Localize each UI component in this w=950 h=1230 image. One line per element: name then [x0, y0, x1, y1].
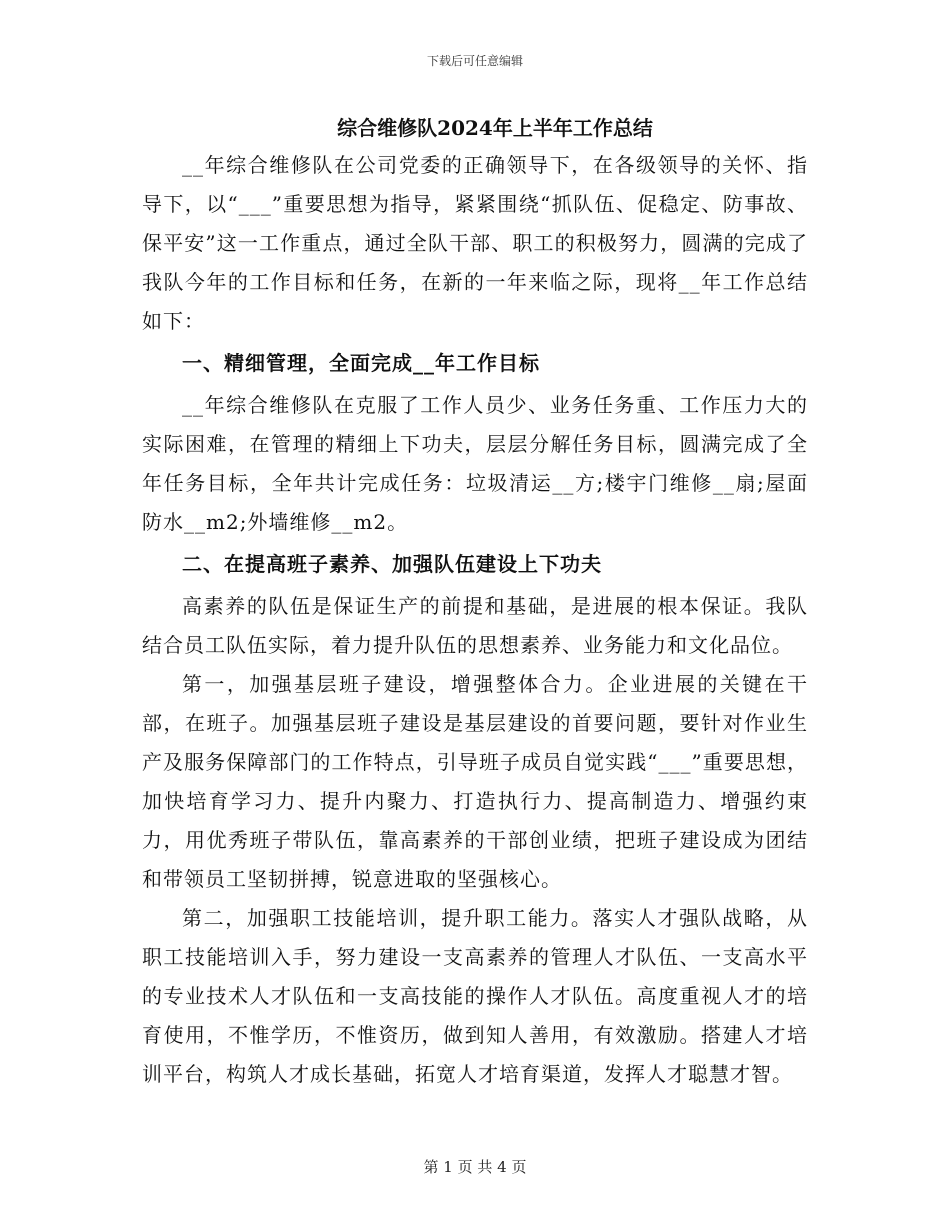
section-1-heading: 一、精细管理，全面完成__年工作目标: [182, 351, 540, 375]
section-1-paragraph: __年综合维修队在克服了工作人员少、业务任务重、工作压力大的实际困难，在管理的精细上下功夫，层层分解任务目标，圆满完成了全年任务目标，全年共计完成任务：垃圾清运__方;楼宇门维修__扇;屋面防水__m2;外墙维修__m2。: [142, 393, 808, 534]
section-2-heading: 二、在提高班子素养、加强队伍建设上下功夫: [182, 552, 602, 576]
point-1-paragraph: 第一，加强基层班子建设，增强整体合力。企业进展的关键在干部，在班子。加强基层班子建设是基层建设的首要问题，要针对作业生产及服务保障部门的工作特点，引导班子成员自觉实践“___”重要思想，加快培育学习力、提升内聚力、打造执行力、提高制造力、增强约束力，用优秀班子带队伍，靠高素养的干部创业绩，把班子建设成为团结和带领员工坚韧拼搏，锐意进取的坚强核心。: [142, 672, 808, 891]
header-note: 下载后可任意编辑: [426, 54, 523, 68]
document-title: 综合维修队2024年上半年工作总结: [337, 116, 653, 140]
intro-paragraph: __年综合维修队在公司党委的正确领导下，在各级领导的关怀、指导下，以“___”重要思想为指导，紧紧围绕“抓队伍、促稳定、防事故、保平安”这一工作重点，通过全队干部、职工的积极努力，圆满的完成了我队今年的工作目标和任务，在新的一年来临之际，现将__年工作总结如下：: [142, 153, 808, 333]
section-2-paragraph: 高素养的队伍是保证生产的前提和基础，是进展的根本保证。我队结合员工队伍实际，着力提升队伍的思想素养、业务能力和文化品位。: [142, 594, 808, 657]
document-body: [142, 112, 808, 1094]
point-2-paragraph: 第二，加强职工技能培训，提升职工能力。落实人才强队战略，从职工技能培训入手，努力建设一支高素养的管理人才队伍、一支高水平的专业技术人才队伍和一支高技能的操作人才队伍。高度重视人才的培育使用，不惟学历，不惟资历，做到知人善用，有效激励。搭建人才培训平台，构筑人才成长基础，拓宽人才培育渠道，发挥人才聪慧才智。: [142, 906, 808, 1086]
page-footer: 第 1 页 共 4 页: [423, 1158, 527, 1176]
